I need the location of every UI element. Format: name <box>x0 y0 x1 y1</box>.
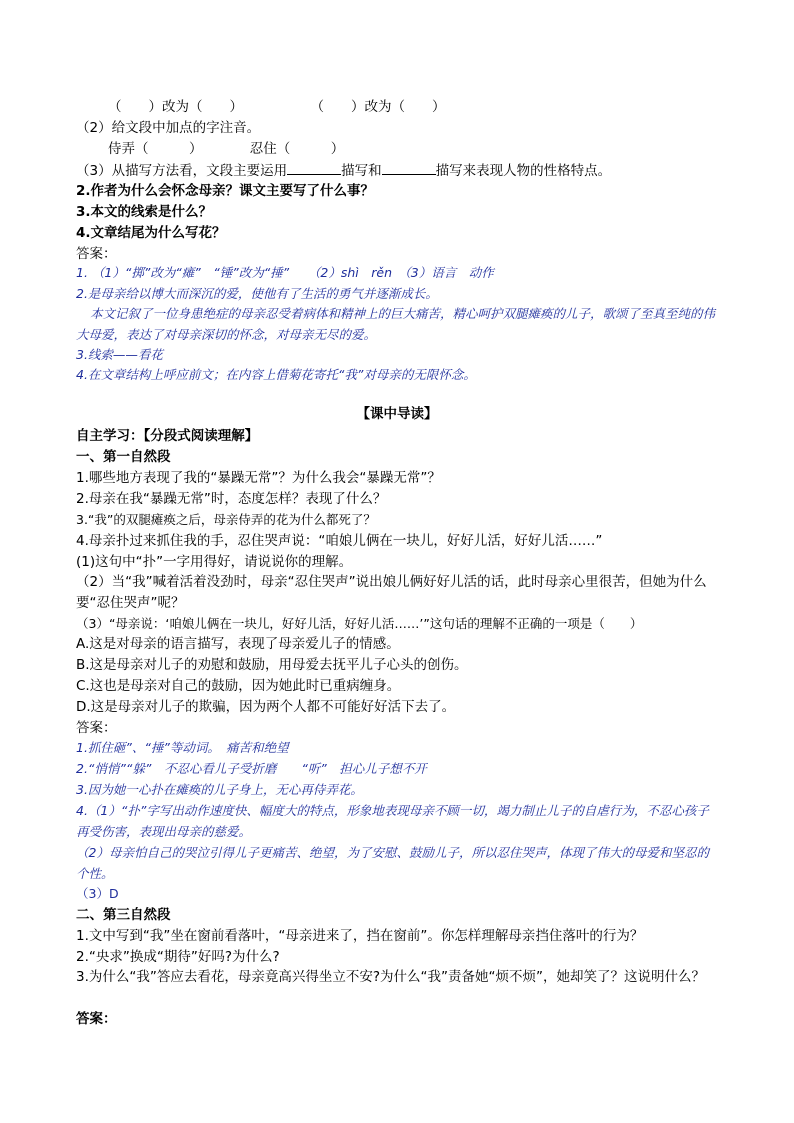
part2-question-3: 3.为什么“我”答应去看花，母亲竟高兴得坐立不安?为什么“我”责备她“烦不烦”，她却笑了？这说明什么？ <box>76 969 706 985</box>
pronunciation-items: 侍弄（ ） 忍住（ ） <box>108 141 345 157</box>
question-author: 2.作者为什么会怀念母亲？课文主要写了什么事？ <box>76 183 375 199</box>
answer-2-more: 本文记叙了一位身患绝症的母亲忍受着病体和精神上的巨大痛苦，精心呵护双腿瘫痪的儿子，歌颂了至真至纯的伟大母爱，表达了对母亲深切的怀念，对母亲无尽的爱。 <box>76 306 716 342</box>
answer-1: 1. （1）“掷”改为“瘫” “锤”改为“捶” （2）shì rěn （3）语言 动作 <box>76 265 494 280</box>
part1-question-2: 2.母亲在我“暴躁无常”时，态度怎样？表现了什么？ <box>76 491 387 507</box>
answer-p1-3: 3.因为她一心扑在瘫痪的儿子身上，无心再侍弄花。 <box>76 782 363 797</box>
section-title: 【课中导读】 <box>356 406 438 422</box>
fill-change-line: （ ）改为（ ） （ ）改为（ ） <box>108 99 446 115</box>
question-2-pronunciation: （2）给文段中加点的字注音。 <box>76 120 261 136</box>
option-a: A.这是对母亲的语言描写，表现了母亲爱儿子的情感。 <box>76 636 400 652</box>
option-b: B.这是母亲对儿子的劝慰和鼓励，用母爱去抚平儿子心头的创伤。 <box>76 657 468 673</box>
answer-p1-4-2: （2）母亲怕自己的哭泣引得儿子更痛苦、绝望，为了安慰、鼓励儿子，所以忍住哭声，体现了伟大的母爱和坚忍的个性。 <box>76 845 709 881</box>
part1-question-4-1: (1)这句中“扑”一字用得好，请说说你的理解。 <box>76 554 353 570</box>
answer-4: 4.在文章结构上呼应前文；在内容上借菊花寄托“我”对母亲的无限怀念。 <box>76 367 476 382</box>
answer-label-3: 答案： <box>76 1011 117 1027</box>
answer-p1-4-1: 4.（1）“扑”字写出动作速度快、幅度大的特点，形象地表现母亲不顾一切，竭力制止儿子的自虐行为，不忍心孩子再受伤害，表现出母亲的慈爱。 <box>76 803 709 839</box>
answer-p1-4-3: （3）D <box>76 886 119 901</box>
answer-label-2: 答案： <box>76 720 117 736</box>
part2-question-1: 1.文中写到“我”坐在窗前看落叶，“母亲进来了，挡在窗前”。你怎样理解母亲挡住落叶的行为？ <box>76 928 644 944</box>
part2-question-2: 2.“央求”换成“期待”好吗?为什么? <box>76 949 280 965</box>
section-subtitle: 自主学习：【分段式阅读理解】 <box>76 428 259 444</box>
part-1-heading: 一、第一自然段 <box>76 449 171 465</box>
blank-2 <box>382 160 436 175</box>
part1-question-1: 1.哪些地方表现了我的“暴躁无常”？为什么我会“暴躁无常”？ <box>76 470 441 486</box>
option-c: C.这也是母亲对自己的鼓励，因为她此时已重病缠身。 <box>76 678 401 694</box>
option-d: D.这是母亲对儿子的欺骗，因为两个人都不可能好好活下去了。 <box>76 699 456 715</box>
blank-1 <box>287 160 341 175</box>
part1-question-4: 4.母亲扑过来抓住我的手，忍住哭声说：“咱娘儿俩在一块儿，好好儿活，好好儿活……” <box>76 533 603 549</box>
question-ending: 4.文章结尾为什么写花？ <box>76 225 226 241</box>
answer-p1-2: 2.“悄悄”“躲” 不忍心看儿子受折磨 “听” 担心儿子想不开 <box>76 761 427 776</box>
question-clue: 3.本文的线索是什么？ <box>76 204 213 220</box>
answer-label: 答案： <box>76 246 117 262</box>
part1-question-4-3: （3）“母亲说：‘咱娘儿俩在一块儿，好好儿活，好好儿活……’”这句话的理解不正确的一项是（ ） <box>76 616 643 631</box>
answer-2: 2.是母亲给以博大而深沉的爱，使他有了生活的勇气并逐渐成长。 <box>76 286 438 301</box>
question-3-method: （3）从描写方法看，文段主要运用 描写和 描写来表现人物的性格特点。 <box>76 160 611 181</box>
answer-3: 3.线索——看花 <box>76 347 163 362</box>
part-2-heading: 二、第三自然段 <box>76 907 171 923</box>
answer-p1-1: 1.抓住砸”、“捶”等动词。 痛苦和绝望 <box>76 740 289 755</box>
part1-question-4-2: （2）当“我”喊着活着没劲时，母亲“忍住哭声”说出娘儿俩好好儿活的话，此时母亲心里很苦，但她为什么要“忍住哭声”呢？ <box>76 574 707 611</box>
part1-question-3: 3.“我”的双腿瘫痪之后，母亲侍弄的花为什么都死了？ <box>76 512 376 527</box>
